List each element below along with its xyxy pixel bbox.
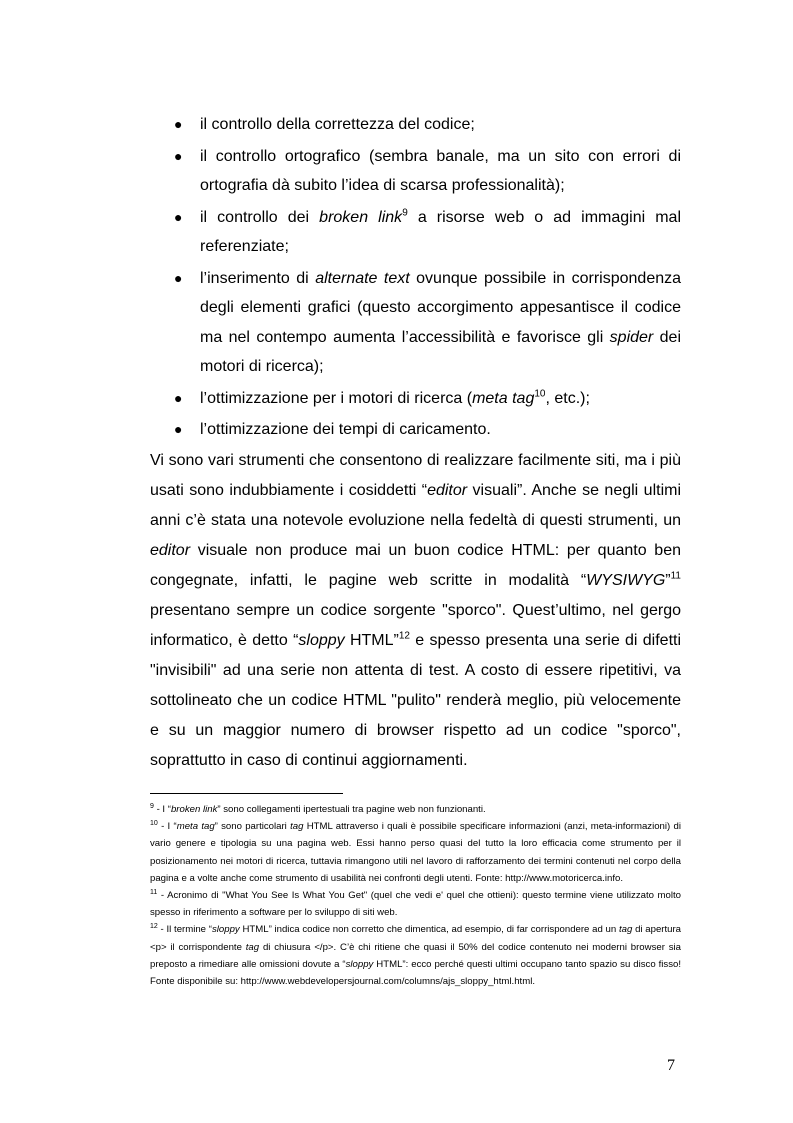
footnote-10: $^{10}$ - I “meta tag” sono particolari tag HTML attraverso i quali è possibile specificare informazioni (anzi, meta-informazioni) di vario genere e tipologia su una pagina web. Essi hanno perso quasi del tutto la loro efficacia come strumento per il posizionamento nei motori di ricerca, tuttavia rimangono utili nel lavoro di rafforzamento dei termini contenuti nel corpo della pagina e a volte anche come strumento di usabilità nei confronti degli utenti. Fonte: http://www.motoricerca.info. <box>150 820 681 884</box>
body-paragraph: Vi sono vari strumenti che consentono di realizzare facilmente siti, ma i più usati sono indubbiamente i cosiddetti “editor visuali”. Anche se negli ultimi anni c’è stata una notevole evoluzione nella fedeltà di questi strumenti, un editor visuale non produce mai un buon codice HTML: per quanto ben congegnate, infatti, le pagine web scritte in modalità “WYSIWYG”$^{11}$ presentano sempre un codice sorgente "sporco". Quest’ultimo, nel gergo informatico, è detto “sloppy HTML”$^{12}$ e spesso presenta una serie di difetti "invisibili" ad una serie non attenta di test. A costo di essere ripetitivi, va sottolineato che un codice HTML "pulito" renderà meglio, più velocemente e su un maggior numero di browser rispetto ad un codice "sporco", soprattutto in caso di continui aggiornamenti. <box>150 452 682 769</box>
footnote-ref: 10 <box>534 388 546 400</box>
footnote-12: $^{12}$ - Il termine “sloppy HTML” indica codice non corretto che dimentica, ad esempio, di far corrispondere ad un tag di apertura <p> il corrispondente tag di chiusura </p>. C’è chi ritiene che quasi il 50% del codice contenuto nei moderni browser sia preposto a rimediare alle omissioni dovute a “sloppy HTML”: ecco perché questi ultimi occupano tanto spazio su disco fisso! Fonte disponibile su: http://www.webdevelopersjournal.com/columns/ajs_sloppy_html.html. <box>150 923 682 988</box>
list-item: ● l’ottimizzazione dei tempi di caricamento. <box>150 415 681 445</box>
bullet-icon: ● <box>174 421 183 437</box>
footnote-11: $^{11}$ - Acronimo di "What You See Is What You Get" (quel che vedi e' quel che ottieni): questo termine viene utilizzato molto spesso in riferimento a software per lo sviluppo di siti web. <box>150 888 681 919</box>
list-item: ● il controllo dei broken link$^9$ a risorse web o ad immagini mal referenziate; <box>150 203 681 262</box>
list-item: ● l’inserimento di alternate text ovunque possibile in corrispondenza degli elementi grafici (questo accorgimento appesantisce il codice ma nel contempo aumenta l’accessibilità e favorisce gli spider dei motori di ricerca); <box>150 264 681 382</box>
footnote-ref: 11 <box>670 570 681 582</box>
bullet-icon: ● <box>174 147 183 164</box>
bullet-icon: ● <box>174 389 183 406</box>
list-item: ● il controllo della correttezza del codice; <box>150 110 681 140</box>
list-item: ● il controllo ortografico (sembra banale, ma un sito con errori di ortografia dà subito l’idea di scarsa professionalità); <box>150 142 681 201</box>
list-item: ● l’ottimizzazione per i motori di ricerca (meta tag$^{10}$, etc.); <box>150 384 681 414</box>
footnote-ref: 12 <box>398 630 410 642</box>
footnote-ref: 9 <box>402 207 408 219</box>
bullet-list <box>150 110 681 447</box>
footnote-divider <box>150 793 343 794</box>
footnote-9: $^9$ - I “broken link” sono collegamenti ipertestuali tra pagine web non funzionanti. <box>150 802 486 815</box>
page-number: 7 <box>667 1057 675 1074</box>
bullet-icon: ● <box>174 208 183 225</box>
bullet-icon: ● <box>174 269 183 286</box>
footnotes <box>150 801 681 990</box>
bullet-icon: ● <box>174 116 183 132</box>
